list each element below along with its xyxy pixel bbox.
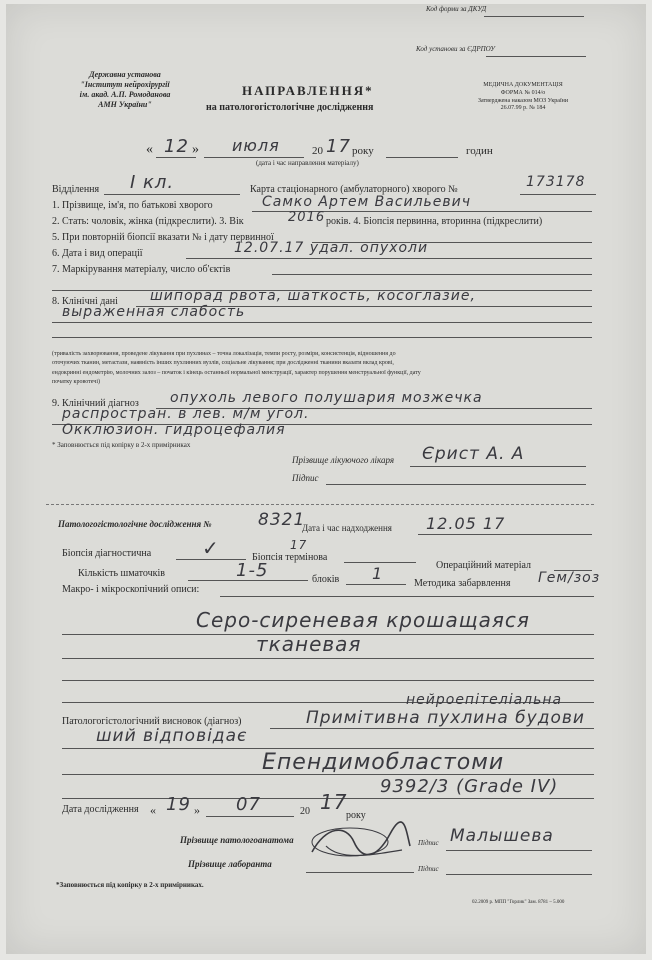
lab-line [306, 872, 414, 873]
pathologist-name: Малышева [450, 826, 554, 846]
conclusion-value-2: ший відповідає [96, 726, 248, 746]
receipt-value: 12.05 17 [426, 514, 506, 533]
card-line [520, 194, 596, 195]
conclusion-line-2 [62, 748, 594, 749]
pathologist-sign-label: Підпис [418, 839, 439, 847]
study-date-label: Дата дослідження [62, 804, 139, 815]
marking-line [272, 274, 592, 275]
card-label: Карта стаціонарного (амбулаторного) хворого № [250, 184, 458, 195]
clinical-data-label: 8. Клінічні дані [52, 296, 118, 307]
operation-value: 12.07.17 удал. опухоли [234, 240, 429, 256]
clinical-data-value-1: шипорад рвота, шаткость, косоглазие, [150, 288, 476, 304]
pathologist-line [446, 850, 592, 851]
biopsy-diagnostic-label: Біопсія діагностична [62, 548, 152, 559]
macro-micro-label: Макро- і мікроскопічний описи: [62, 584, 200, 595]
doctor-line [410, 466, 586, 467]
section-divider [46, 504, 594, 505]
lab-sign-label: Підпис [418, 865, 439, 873]
method-value: Гем/зоз [538, 570, 601, 586]
repeat-biopsy-label: 5. При повторній біопсії вказати № і дату первинної [52, 232, 274, 243]
clinical-diagnosis-value-2: распростран. в лев. м/м угол. [62, 406, 310, 422]
study-date-open-quote: « [150, 803, 156, 817]
conclusion-line-3 [62, 774, 594, 775]
conclusion-label: Патологогістологічний висновок (діагноз) [62, 716, 242, 727]
operation-line [186, 258, 592, 259]
study-year-prefix: 20 [300, 806, 310, 817]
form-subtitle: на патологогістологічне дослідження [206, 102, 374, 113]
doctor-label: Прізвище лікуючого лікаря [292, 455, 395, 465]
study-date-close-quote: » [194, 803, 200, 817]
pieces-label: Кількість шматочків [78, 568, 166, 579]
marking-label: 7. Маркірування матеріалу, число об'єктів [52, 264, 231, 275]
referral-day: 12 [164, 136, 189, 157]
conclusion-line-1 [270, 728, 594, 729]
doc-line-3: Затверджена наказом МОЗ України [477, 97, 569, 104]
referral-form-sheet [6, 4, 646, 954]
clinical-diagnosis-value-3: Окклюзион. гидроцефалия [62, 422, 286, 438]
study-month: 07 [236, 794, 261, 815]
study-year: 17 [320, 790, 348, 814]
biopsy-urgent-value: 17 [290, 538, 308, 552]
institution-line-2: "Інститут нейрохірургії [80, 80, 170, 89]
study-day: 19 [166, 794, 191, 815]
date-note: (дата і час направлення матеріалу) [256, 159, 359, 167]
referral-month: июля [232, 136, 280, 155]
code-institution-line [486, 56, 586, 57]
doctor-sign-label: Підпис [292, 473, 319, 483]
patient-name-label: 1. Прізвище, ім'я, по батькові хворого [52, 200, 213, 211]
macro-value-2: тканевая [256, 632, 362, 656]
date-close-quote: » [192, 142, 199, 157]
department-value: I кл. [130, 172, 175, 193]
age-value: 2016 [288, 210, 326, 225]
medical-doc-block [458, 82, 588, 113]
referral-year: 17 [326, 136, 351, 157]
receipt-line [418, 534, 592, 535]
copy-note-1: * Заповнюється під копірку в 2-х примірниках [52, 441, 191, 449]
biopsy-diagnostic-mark: ✓ [202, 536, 220, 560]
note-line-4: початку кровотечі) [52, 378, 100, 385]
macro-value-1: Серо-сиреневая крошащаяся [196, 608, 530, 632]
lab-sign-line [446, 874, 592, 875]
note-line-2: оточуючих тканин, метастази, наявність інших пухлинних вузлів, соціальне лікування; при дослідженні тканини вказати вклад крові, [52, 360, 394, 367]
receipt-label: Дата і час надходження [302, 523, 392, 533]
method-label: Методика забарвлення [414, 578, 511, 589]
pathologist-signature [306, 816, 416, 866]
copy-note-2: *Заповнюється під копірку в 2-х примірниках. [56, 881, 204, 889]
biopsy-type-label: років. 4. Біопсія первинна, вторинна (підкреслити) [326, 216, 543, 227]
hour-label: годин [466, 145, 493, 157]
lab-label: Прізвище лаборанта [188, 859, 272, 869]
month-line [204, 157, 304, 158]
study-month-line [206, 816, 294, 817]
card-number: 173178 [526, 174, 586, 190]
operation-material-label: Операційний матеріал [436, 560, 532, 571]
clinical-data-line-2 [52, 322, 592, 323]
note-line-1: (тривалість захворювання, проведене лікування при пухлинах – точна локалізація, темпи росту, розміри, консистенція, відношення до [52, 351, 396, 357]
hour-line [386, 157, 458, 158]
clinical-diagnosis-label: 9. Клінічний діагноз [52, 398, 139, 409]
biopsy-urgent-label: Біопсія термінова [252, 552, 328, 563]
institution-line-1: Державна установа [89, 70, 161, 79]
conclusion-value-1: Примітивна пухлина будови [306, 708, 585, 728]
institution-line-3: ім. акад. А.П. Ромоданова [79, 90, 171, 99]
day-line [156, 157, 196, 158]
macro-line-2 [62, 658, 594, 659]
doc-line-2: ФОРМА № 014/о [500, 89, 546, 96]
department-line [104, 194, 240, 195]
pieces-line [188, 580, 308, 581]
clinical-data-value-2: выраженная слабость [62, 304, 246, 320]
conclusion-value-3: Епендимобластоми [262, 750, 505, 775]
blocks-value: 1 [372, 564, 384, 583]
patient-name-value: Самко Артем Васильевич [262, 194, 472, 210]
sex-age-label: 2. Стать: чоловік, жінка (підкреслити). 3. Вік [52, 216, 244, 227]
date-open-quote: « [146, 142, 153, 157]
pathologist-label: Прізвище патологоанатома [180, 835, 294, 845]
conclusion-above: нейроепітеліальна [406, 692, 563, 708]
study-year-label: року [346, 810, 366, 821]
code-form-line [484, 16, 584, 17]
doc-line-1: МЕДИЧНА ДОКУМЕНТАЦІЯ [483, 82, 563, 88]
form-title: НАПРАВЛЕННЯ* [242, 83, 374, 98]
year-label: року [352, 145, 374, 157]
conclusion-value-4: 9392/3 (Grade IV) [380, 776, 559, 797]
year-prefix: 20 [312, 145, 323, 157]
operation-label: 6. Дата і вид операції [52, 248, 143, 259]
note-line-3: ендокринні ендометрію, молочних залоз – початок і кінець останньої нормальної менструації, характер порушення менструальної функції, дату [52, 369, 421, 376]
institution-block [60, 70, 190, 110]
biopsy-urgent-line [344, 562, 416, 563]
clinical-diagnosis-value-1: опухоль левого полушария мозжечка [170, 390, 483, 406]
macro-line-3 [62, 680, 594, 681]
blocks-label: блоків [312, 574, 340, 585]
study-label: Патологогістологічне дослідження № [58, 519, 212, 529]
macro-line-0 [220, 596, 594, 597]
code-form-label: Код форми за ДКУД [426, 5, 487, 13]
doc-line-4: 26.07.99 р. № 184 [500, 105, 546, 112]
clinical-notes-paragraph [52, 350, 597, 387]
clinical-data-line-3 [52, 337, 592, 338]
code-institution-label: Код установи за ЄДРПОУ [416, 45, 496, 53]
doctor-sign-line [326, 484, 586, 485]
doctor-name: Єрист А. А [422, 444, 525, 464]
study-number: 8321 [258, 510, 306, 530]
print-info: 02.2009 р. МПП "Горлик" Зам. 8781 – 5.000 [472, 900, 565, 905]
blocks-line [346, 584, 406, 585]
institution-line-4: АМН України" [98, 100, 152, 109]
pieces-value: 1-5 [236, 560, 269, 581]
department-label: Відділення [52, 184, 100, 195]
